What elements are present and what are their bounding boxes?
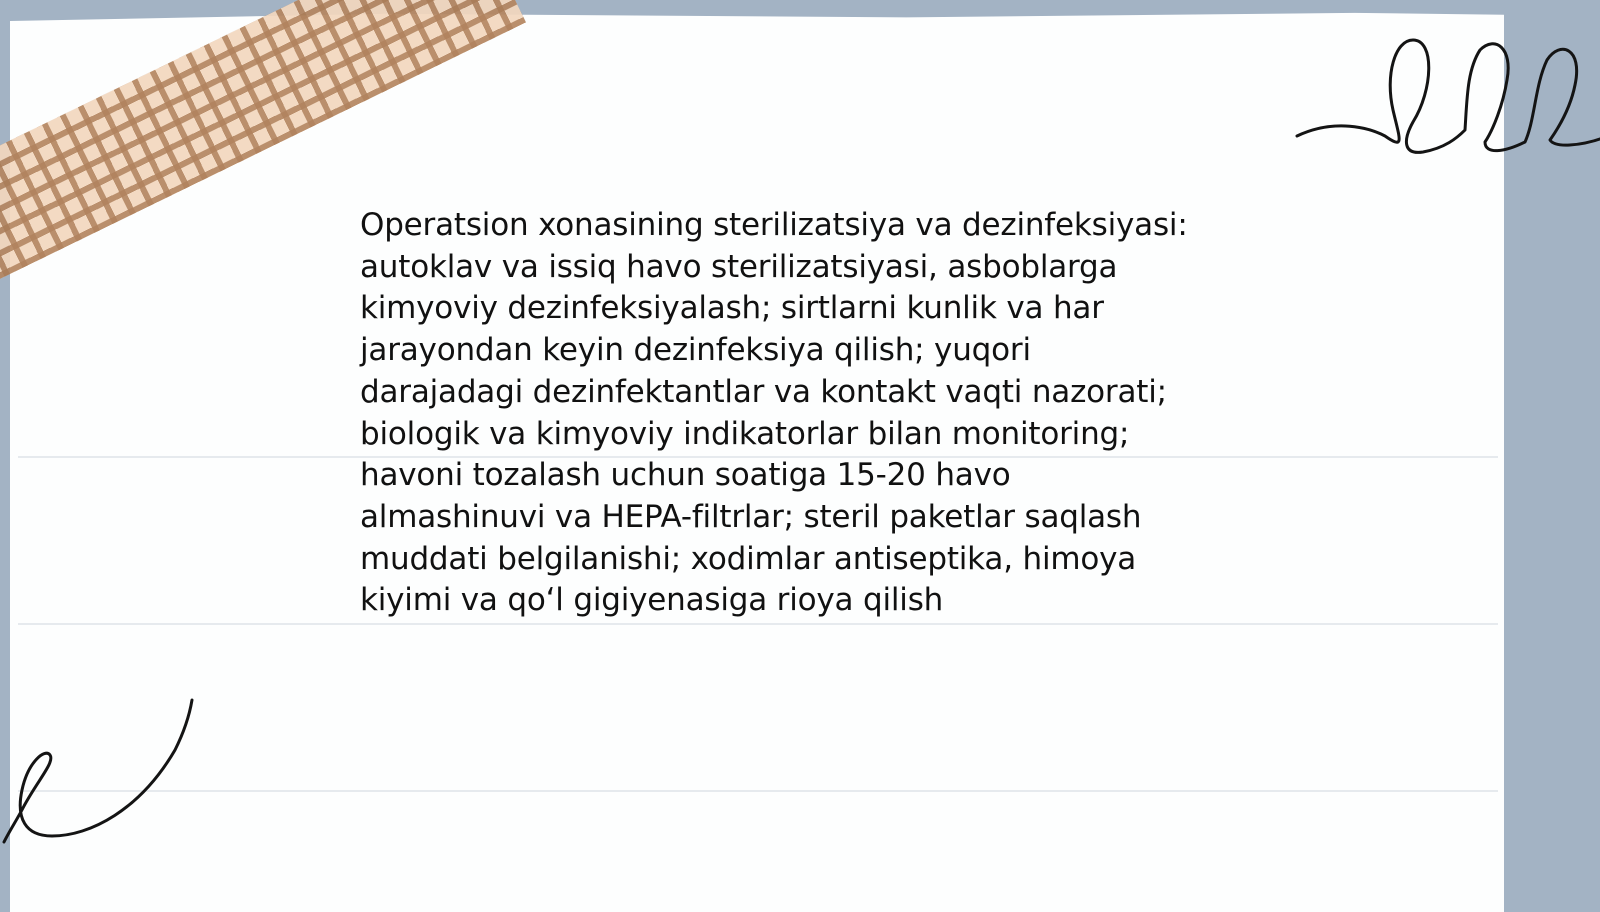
loop-doodle-bottom-left xyxy=(0,700,200,850)
ruled-line xyxy=(18,790,1498,792)
slide-body-text: Operatsion xonasining sterilizatsiya va dezinfeksiyasi: autoklav va issiq havo sterilizatsiyasi, asboblarga kimyoviy dezinfeksiyalash; sirtlarni kunlik va har jarayondan keyin dezinfeksiya qilish; yuqori darajadagi dezinfektantlar va kontakt vaqti nazorati; biologik va kimyoviy indikatorlar bilan monitoring; havoni tozalash uchun soatiga 15-20 havo almashinuvi va HEPA-filtrlar; steril paketlar saqlash muddati belgilanishi; xodimlar antiseptika, himoya kiyimi va qo‘l gigiyenasiga rioya qilish xyxy=(360,207,1188,619)
ruled-line xyxy=(18,623,1498,625)
loop-doodle-top-right xyxy=(1285,30,1600,160)
